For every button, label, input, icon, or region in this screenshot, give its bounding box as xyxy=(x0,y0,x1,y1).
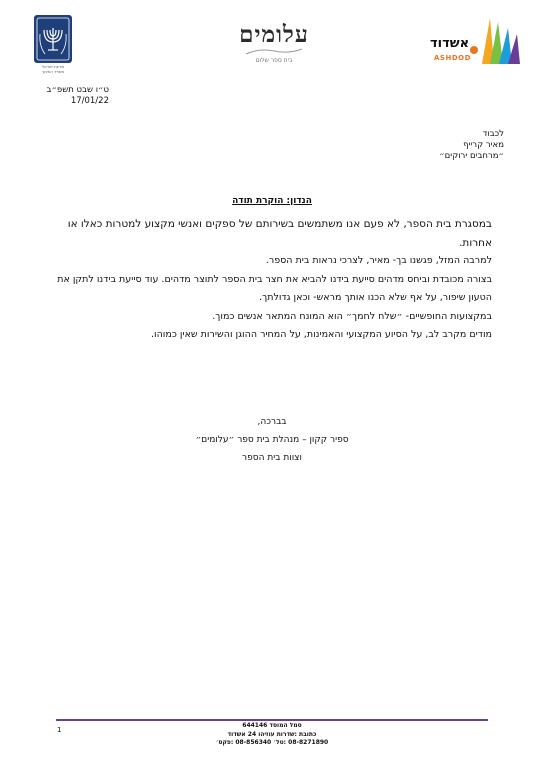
addressee-name: מאיר קרייף xyxy=(463,140,504,150)
gregorian-date: 17/01/22 xyxy=(70,96,109,106)
footer-divider xyxy=(56,719,488,721)
body-paragraph-5: מודים מקרב לב, על הסיוע המקצועי והאמינות, על המחיר ההוגן והשירות שאין כמוהו. xyxy=(150,329,492,340)
date-block xyxy=(19,85,109,107)
body-paragraph-1: במסגרת בית הספר, לא פעם אנו משתמשים בשירותם של ספקים ואנשי מקצוע למטרות כאלו או אחרות. xyxy=(67,218,492,249)
addressee-block xyxy=(244,129,504,162)
school-logo xyxy=(228,22,320,66)
addressee-salutation: לכבוד xyxy=(482,129,504,139)
school-logo-slogan: בית ספר שלום xyxy=(255,57,293,64)
footer-phones: 08-8271890 :טל׳ 08-856340 :פקס׳ xyxy=(215,739,329,746)
ashdod-logo-name: אשדוד xyxy=(430,36,470,51)
emblem-caption-1: מדינת ישראל xyxy=(41,64,65,69)
menorah-emblem-icon xyxy=(33,14,73,64)
letter-body xyxy=(52,215,492,345)
hebrew-date: ט״ו שבט תשפ״ב xyxy=(46,85,109,95)
page-number: 1 xyxy=(57,726,62,734)
body-paragraph-2: למרבה המזל, פגשנו בך- מאיר, לצרכי נראות בית הספר. xyxy=(265,255,492,266)
state-emblem-logo xyxy=(24,14,82,94)
ashdod-logo-name-en: ASHDOD xyxy=(434,54,471,62)
footer-address: כתובת :שדרות עוזיהו 24 אשדוד xyxy=(227,730,317,738)
signature-block xyxy=(0,413,544,467)
body-paragraph-4: במקצועות החופשיים- ״שלח לחמך״ הוא המונח המתאר אנשים כמוך. xyxy=(212,310,492,322)
addressee-company: ״מרחבים ירוקים״ xyxy=(439,151,504,161)
ashdod-logo xyxy=(424,14,522,68)
letter-subject: הנדון: הוקרת תודה xyxy=(232,196,312,206)
emblem-caption-2: משרד החינוך xyxy=(41,69,65,74)
footer xyxy=(0,722,544,748)
signer-name: ספיר קקון – מנהלת בית ספר ״עלומים״ xyxy=(195,435,349,445)
staff-line: וצוות בית הספר xyxy=(242,453,302,463)
body-paragraph-3: בצורה מכובדת וביחס מדהים סייעת בידנו להביא את חצר בית הספר לתוצר מדהים. עוד סייעת בידנו לתקן את הטעון שיפור, על אף שלא הכנו אותך מראש- וכאן גדולתך. xyxy=(57,273,492,303)
school-logo-name: עלומים xyxy=(239,21,309,48)
footer-institution-code: סמל המוסד 644146 xyxy=(242,722,302,729)
closing: בברכה, xyxy=(257,417,287,427)
